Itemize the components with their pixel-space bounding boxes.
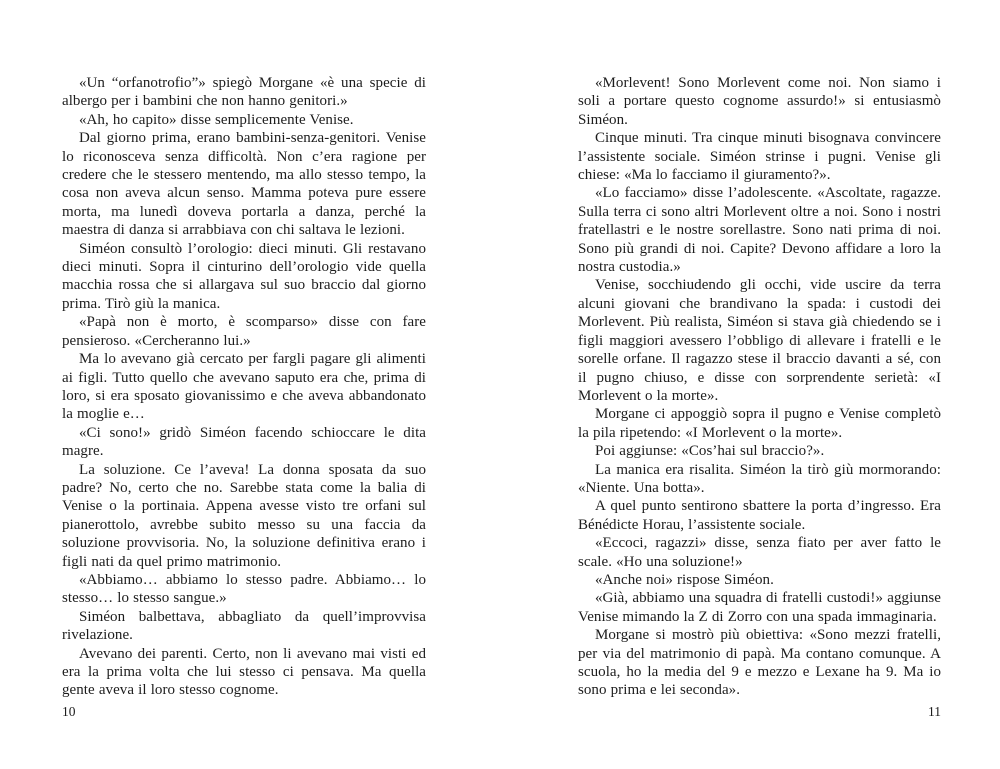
paragraph: Venise, socchiudendo gli occhi, vide uscire da terra alcuni giovani che brandivano la spada: i custodi dei Morlevent. Più realista, Siméon si stava già chiedendo se i figli maggiori avessero l’obbligo di allevare i fratelli e le sorelle orfane. Il ragazzo stese il braccio davanti a sé, con il pugno chiuso, e disse con sorprendente serietà: «I Morlevent o la morte».: [578, 277, 941, 404]
page-left-text: [62, 74, 426, 700]
page-right: [578, 0, 941, 769]
paragraph: La soluzione. Ce l’aveva! La donna sposata da suo padre? No, certo che no. Sarebbe stata come la balia di Venise o la portinaia. Appena avesse visto tre orfani sul pianerottolo, avrebbe subito messo su una faccia da soluzione provvisoria. No, la soluzione definitiva erano i figli nati da quel primo matrimonio.: [62, 461, 426, 570]
paragraph: A quel punto sentirono sbattere la porta d’ingresso. Era Bénédicte Horau, l’assistente sociale.: [578, 498, 941, 533]
paragraph: Morgane si mostrò più obiettiva: «Sono mezzi fratelli, per via del matrimonio di papà. Ma contano comunque. A scuola, ho la media del 9 e mezzo e Lexane ha 9. Ma io sono prima e lei seconda».: [578, 627, 941, 699]
paragraph: Dal giorno prima, erano bambini-senza-genitori. Venise lo riconosceva senza difficoltà. Non c’era ragione per credere che le stessero mentendo, ma allo stesso tempo, la cosa non aveva alcun senso. Mamma poteva pure essere morta, ma lunedì doveva portarla a danza, perché la maestra di danza si arrabbiava con chi saltava le lezioni.: [62, 130, 426, 239]
paragraph: «Ah, ho capito» disse semplicemente Venise.: [79, 111, 354, 128]
paragraph: «Anche noi» rispose Siméon.: [595, 571, 774, 588]
paragraph: «Abbiamo… abbiamo lo stesso padre. Abbiamo… lo stesso… lo stesso sangue.»: [62, 571, 426, 607]
page-left: [62, 0, 426, 769]
page-right-text: [578, 74, 941, 700]
page-number-left: 10: [62, 704, 76, 719]
paragraph: «Lo facciamo» disse l’adolescente. «Ascoltate, ragazze. Sulla terra ci sono altri Morlevent oltre a noi. Sono i nostri fratellastri e le nostre sorellastre. Sono nati prima di noi. Sono più grandi di noi. Capite? Devono affidare a loro la nostra custodia.»: [578, 185, 941, 276]
paragraph: La manica era risalita. Siméon la tirò giù mormorando: «Niente. Una botta».: [578, 461, 941, 496]
page-number-right: 11: [928, 704, 941, 719]
paragraph: Siméon balbettava, abbagliato da quell’improvvisa rivelazione.: [62, 608, 426, 644]
paragraph: «Ci sono!» gridò Siméon facendo schioccare le dita magre.: [62, 424, 426, 460]
paragraph: «Morlevent! Sono Morlevent come noi. Non siamo i soli a portare questo cognome assurdo!» si entusiasmò Siméon.: [578, 75, 941, 128]
paragraph: «Già, abbiamo una squadra di fratelli custodi!» aggiunse Venise mimando la Z di Zorro con una spada immaginaria.: [578, 590, 941, 625]
paragraph: Siméon consultò l’orologio: dieci minuti. Gli restavano dieci minuti. Sopra il cinturino dell’orologio vide quella macchia rossa che si allargava sul suo braccio dal giorno prima. Tirò giù la manica.: [62, 240, 426, 312]
paragraph: «Eccoci, ragazzi» disse, senza fiato per aver fatto le scale. «Ho una soluzione!»: [578, 535, 941, 570]
paragraph: Poi aggiunse: «Cos’hai sul braccio?».: [595, 443, 825, 460]
paragraph: Ma lo avevano già cercato per fargli pagare gli alimenti ai figli. Tutto quello che avevano saputo era che, prima di loro, si era sposato giovanissimo e che aveva abbandonato la moglie e…: [62, 351, 426, 423]
paragraph: Cinque minuti. Tra cinque minuti bisognava convincere l’assistente sociale. Siméon strinse i pugni. Venise gli chiese: «Ma lo facciamo il giuramento?».: [578, 130, 941, 184]
paragraph: Morgane ci appoggiò sopra il pugno e Venise completò la pila ripetendo: «I Morlevent o la morte».: [578, 406, 941, 441]
paragraph: «Papà non è morto, è scomparso» disse con fare pensieroso. «Cercheranno lui.»: [62, 314, 426, 349]
paragraph: Avevano dei parenti. Certo, non li avevano mai visti ed era la prima volta che lui stesso ci pensava. Ma quella gente aveva il loro stesso cognome.: [62, 645, 426, 699]
paragraph: «Un “orfanotrofio”» spiegò Morgane «è una specie di albergo per i bambini che non hanno genitori.»: [62, 75, 426, 110]
